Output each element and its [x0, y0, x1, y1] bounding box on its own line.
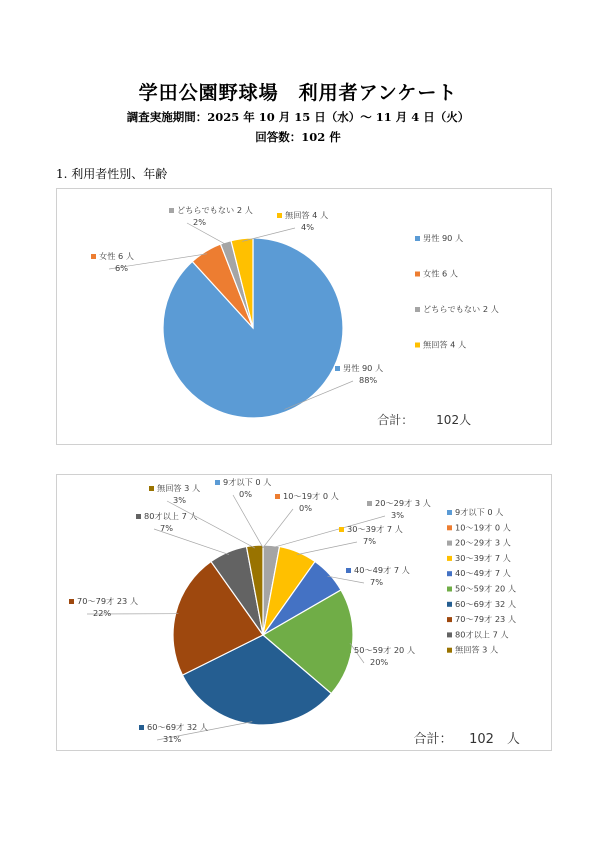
gender-pie-svg	[57, 189, 551, 444]
legend-item: 30～39才 7 人	[455, 552, 511, 563]
section-heading: 1. 利用者性別、年齢	[56, 167, 168, 181]
data-label: 9才以下 0 人	[223, 477, 272, 487]
data-label-percent: 6%	[115, 263, 128, 273]
data-label-key	[339, 527, 344, 532]
legend-swatch	[447, 617, 452, 622]
response-count: 回答数：102 件	[255, 130, 341, 144]
data-label-percent: 7%	[370, 577, 383, 587]
data-label: どちらでもない 2 人	[177, 205, 253, 215]
legend-swatch	[447, 525, 452, 530]
legend-item: 40～49才 7 人	[455, 568, 511, 579]
data-label: 無回答 3 人	[157, 483, 201, 493]
data-label-key	[367, 501, 372, 506]
leader-line	[263, 509, 293, 548]
data-label-key	[139, 725, 144, 730]
data-label: 80才以上 7 人	[144, 511, 198, 521]
legend-item: 60～69才 32 人	[455, 598, 517, 609]
legend-swatch	[447, 571, 452, 576]
data-label: 50～59才 20 人	[354, 645, 416, 655]
age-pie-svg	[57, 475, 551, 750]
data-label-percent: 2%	[193, 217, 206, 227]
age-total	[397, 713, 520, 762]
legend-swatch	[447, 632, 452, 637]
legend-item: 20～29才 3 人	[455, 537, 511, 548]
legend-swatch	[415, 272, 420, 277]
age-total-value: 102 人	[469, 732, 520, 747]
gender-chart	[56, 188, 552, 445]
leader-line	[297, 542, 357, 555]
leader-line	[233, 495, 263, 548]
data-label-percent: 4%	[301, 222, 314, 232]
data-label: 男性 90 人	[343, 363, 384, 373]
data-label-key	[215, 480, 220, 485]
legend-swatch	[415, 343, 420, 348]
gender-total-label: 合計：	[377, 413, 414, 427]
data-label-percent: 0%	[299, 503, 312, 513]
data-label: 女性 6 人	[99, 251, 134, 261]
gender-total-value: 102人	[436, 413, 472, 427]
data-label: 40～49才 7 人	[354, 565, 410, 575]
legend-item: 70～79才 23 人	[455, 614, 517, 625]
survey-period: 調査実施期間：2025 年 10 月 15 日（水）～ 11 月 4 日（火）	[126, 110, 470, 124]
data-label: 30～39才 7 人	[347, 524, 403, 534]
data-label-key	[346, 648, 351, 653]
data-label: 10～19才 0 人	[283, 491, 339, 501]
data-label-percent: 31%	[163, 734, 182, 744]
data-label-percent: 7%	[363, 536, 376, 546]
legend-swatch	[415, 307, 420, 312]
data-label-percent: 0%	[239, 489, 252, 499]
data-label-percent: 88%	[359, 375, 378, 385]
data-label-percent: 7%	[160, 523, 173, 533]
legend-item: 9才以下 0 人	[455, 507, 504, 517]
data-label-key	[275, 494, 280, 499]
data-label-percent: 22%	[93, 608, 112, 618]
data-label-key	[69, 599, 74, 604]
data-label: 20～29才 3 人	[375, 498, 431, 508]
data-label-percent: 3%	[173, 495, 186, 505]
page-title: 学田公園野球場 利用者アンケート	[138, 82, 458, 104]
data-label: 60～69才 32 人	[147, 722, 209, 732]
legend-item: どちらでもない 2 人	[423, 304, 499, 314]
leader-line	[167, 501, 255, 548]
data-label-key	[335, 366, 340, 371]
data-label: 無回答 4 人	[285, 210, 329, 220]
legend-item: 無回答 4 人	[423, 339, 467, 350]
legend-swatch	[447, 556, 452, 561]
age-total-label: 合計：	[413, 732, 453, 747]
legend-swatch	[447, 602, 452, 607]
data-label-key	[346, 568, 351, 573]
legend-item: 無回答 3 人	[455, 644, 499, 655]
age-chart	[56, 474, 552, 751]
data-label-percent: 20%	[370, 657, 389, 667]
legend-swatch	[447, 648, 452, 653]
legend-item: 50～59才 20 人	[455, 583, 517, 594]
data-label-percent: 3%	[391, 510, 404, 520]
data-label-key	[169, 208, 174, 213]
data-label: 70～79才 23 人	[77, 596, 139, 606]
data-label-key	[277, 213, 282, 218]
legend-swatch	[447, 587, 452, 592]
legend-item: 10～19才 0 人	[455, 522, 511, 533]
legend-item: 女性 6 人	[423, 268, 458, 279]
data-label-key	[136, 514, 141, 519]
gender-total	[362, 397, 471, 442]
legend-item: 男性 90 人	[423, 233, 464, 243]
legend-swatch	[415, 236, 420, 241]
legend-swatch	[447, 541, 452, 546]
data-label-key	[149, 486, 154, 491]
legend-item: 80才以上 7 人	[455, 629, 509, 640]
data-label-key	[91, 254, 96, 259]
legend-swatch	[447, 510, 452, 515]
